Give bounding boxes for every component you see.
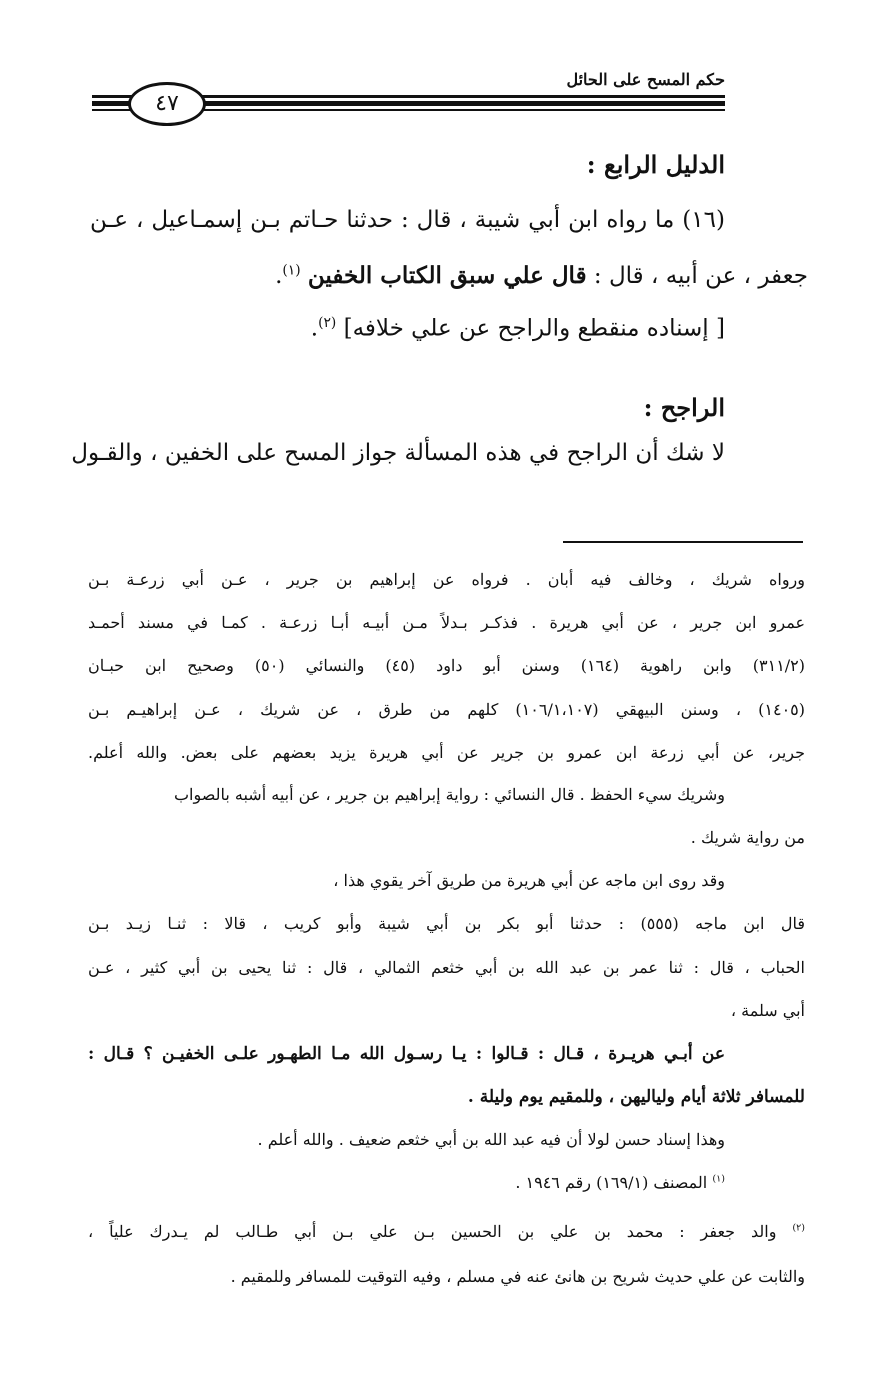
note-line: وشريك سيء الحفظ . قال النسائي : رواية إبراهيم بن جرير ، عن أبيه أشبه بالصواب bbox=[173, 785, 725, 804]
footnote-2 bbox=[88, 1222, 805, 1241]
footnote-separator bbox=[563, 541, 803, 543]
section-heading: الدليل الرابع : bbox=[586, 150, 725, 179]
note-line: الحباب ، قال : ثنا عمر بن عبد الله بن أبي خثعم الثمالي ، قال : ثنا يحيى بن أبي كثير ، عـن bbox=[88, 958, 805, 977]
footnote-marker: (١) bbox=[712, 1173, 725, 1185]
footnote-text: والد جعفر : محمد بن علي بن الحسين بـن علي بـن أبي طـالب لم يـدرك علياً ، bbox=[88, 1222, 777, 1241]
note-line: من رواية شريك . bbox=[690, 828, 805, 847]
note-line: ورواه شريك ، وخالف فيه أبان . فرواه عن إبراهيم بن جرير ، عـن أبي زرعـة بـن bbox=[88, 570, 805, 589]
text-line bbox=[311, 315, 725, 342]
note-line: (١٤٠٥) ، وسنن البيهقي (١٠٦/١،١٠٧) كلهم من طرق ، عن شريك ، عـن إبراهيـم بـن bbox=[88, 700, 805, 719]
running-header-title: حكم المسح على الحائل bbox=[566, 70, 725, 89]
note-line: وهذا إسناد حسن لولا أن فيه عبد الله بن أبي خثعم ضعيف . والله أعلم . bbox=[257, 1130, 725, 1149]
note-line: جرير، عن أبي زرعة ابن عمرو بن جرير عن أبي هريرة يزيد بعضهم على بعض. والله أعلم. bbox=[88, 743, 805, 762]
footnote-ref: (١) bbox=[282, 262, 301, 279]
text-run: . bbox=[275, 263, 283, 289]
emphasized-quote: قال علي سبق الكتاب الخفين bbox=[307, 262, 587, 289]
footnote-marker: (٢) bbox=[792, 1222, 805, 1234]
footnote-text: والثابت عن علي حديث شريح بن هانئ عنه في مسلم ، وفيه التوقيت للمسافر وللمقيم . bbox=[230, 1267, 805, 1286]
note-line: أبي سلمة ، bbox=[730, 1001, 805, 1020]
footnote-text: المصنف (١٦٩/١) رقم ١٩٤٦ . bbox=[515, 1173, 708, 1192]
text-line: (١٦) ما رواه ابن أبي شيبة ، قال : حدثنا حـاتم بـن إسمـاعيل ، عـن bbox=[90, 207, 725, 233]
section-heading: الراجح : bbox=[643, 393, 725, 422]
text-run: جعفر ، عن أبيه ، قال : bbox=[586, 263, 808, 289]
text-run: [ إسناده منقطع والراجح عن علي خلافه] bbox=[343, 315, 725, 342]
footnote-1 bbox=[515, 1173, 725, 1192]
note-line: وقد روى ابن ماجه عن أبي هريرة من طريق آخر يقوي هذا ، bbox=[333, 871, 725, 890]
text-run: . bbox=[310, 315, 319, 342]
page-number: ٤٧ bbox=[128, 82, 206, 126]
note-line: (٣١١/٢) وابن راهوية (١٦٤) وسنن أبو داود (٤٥) والنسائي (٥٠) وصحيح ابن حبـان bbox=[88, 656, 806, 675]
note-line: عمرو ابن جرير ، عن أبي هريرة . فذكـر بـدلاً مـن أبيـه أبـا زرعـة . كمـا في مسند أحمـد bbox=[88, 613, 805, 632]
hadith-text: عن أبـي هريـرة ، قـال : قـالوا : يـا رسـول الله مـا الطهـور علـى الخفيـن ؟ قـال : bbox=[88, 1044, 725, 1064]
hadith-text: للمسافر ثلاثة أيام ولياليهن ، وللمقيم يوم وليلة . bbox=[467, 1087, 805, 1107]
footnote-ref: (٢) bbox=[318, 315, 337, 331]
note-line: قال ابن ماجه (٥٥٥) : حدثنا أبو بكر بن أبي شيبة وأبو كريب ، قالا : ثنـا زيـد بـن bbox=[88, 914, 806, 933]
text-line bbox=[275, 262, 808, 289]
text-line: لا شك أن الراجح في هذه المسألة جواز المسح على الخفين ، والقـول bbox=[71, 440, 725, 466]
